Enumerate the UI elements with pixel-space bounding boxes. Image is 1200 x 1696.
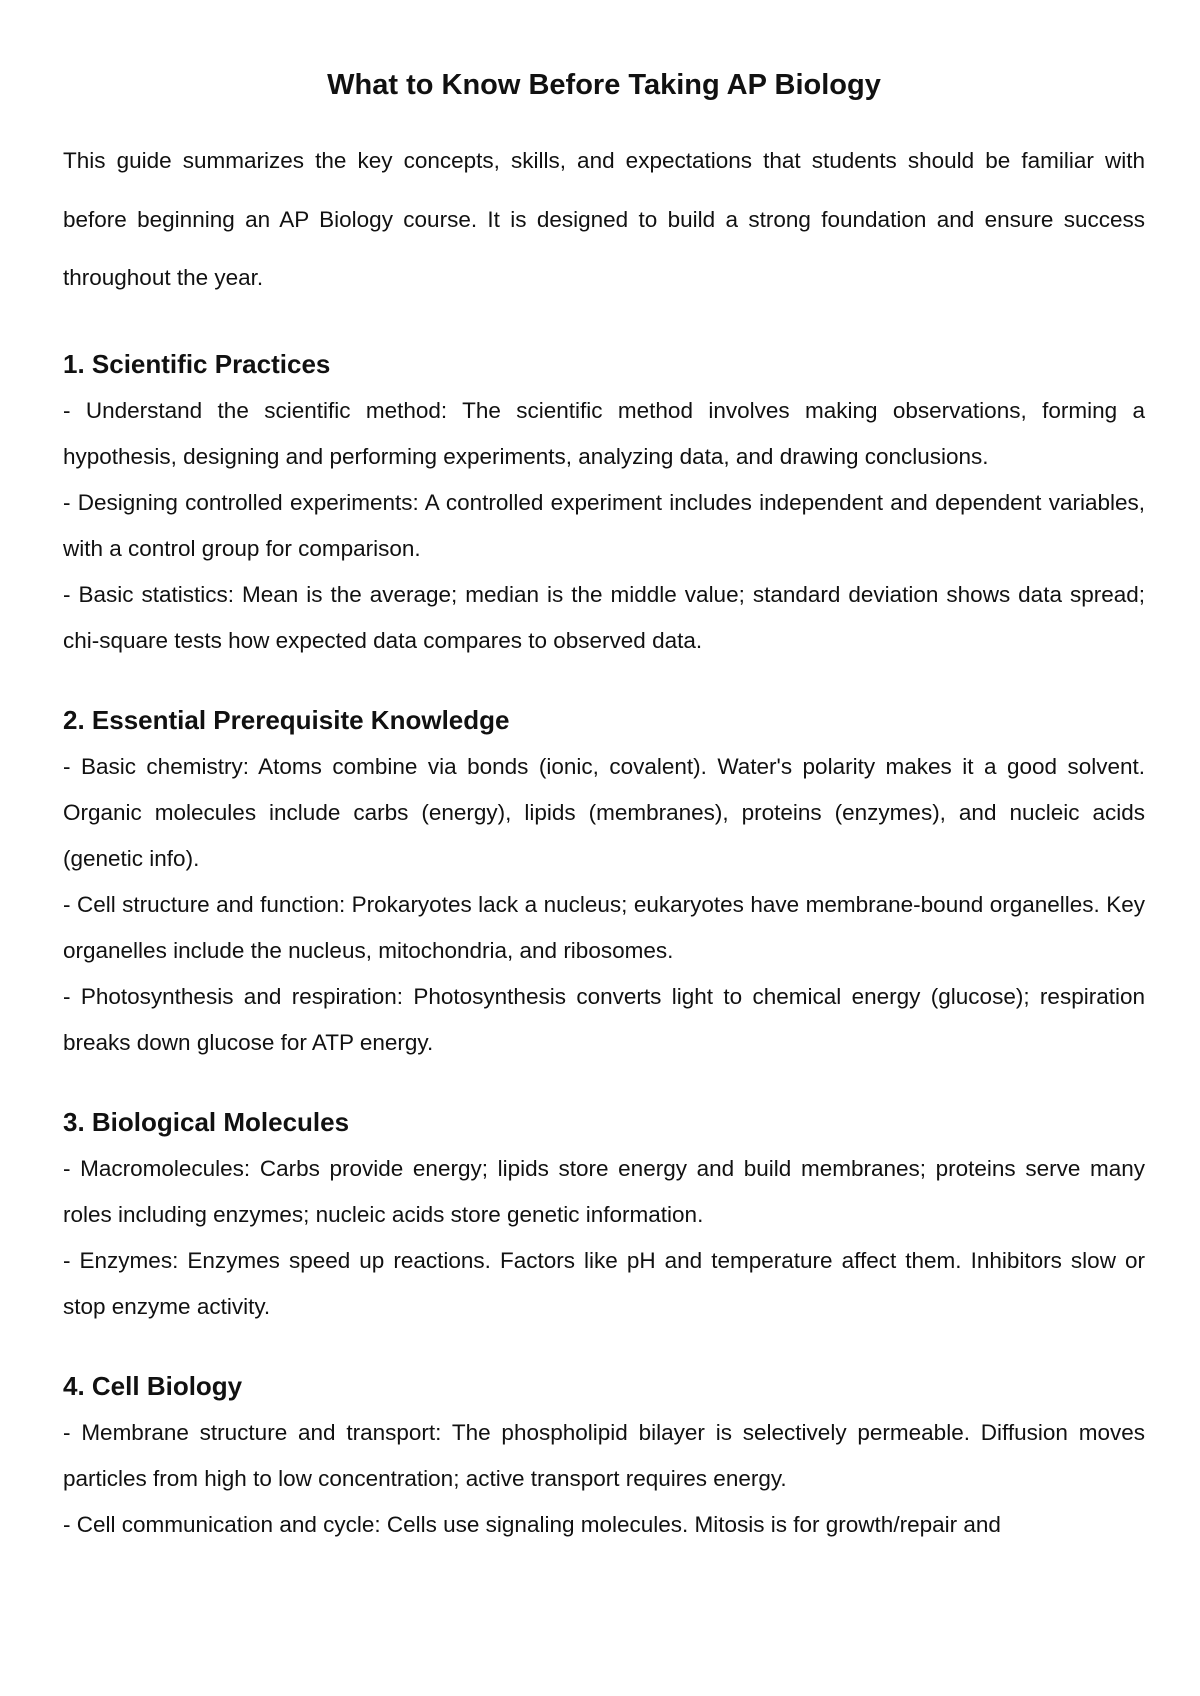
bullet-item: - Designing controlled experiments: A controlled experiment includes independent and dependent variables, with a control group for comparison. <box>63 489 1145 561</box>
bullet-item: - Cell communication and cycle: Cells use signaling molecules. Mitosis is for growth/repair and <box>63 1511 1001 1537</box>
section-heading: 3. Biological Molecules <box>63 1106 350 1137</box>
bullet-item: - Photosynthesis and respiration: Photosynthesis converts light to chemical energy (glucose); respiration breaks down glucose for ATP energy. <box>63 983 1145 1055</box>
bullet-item: - Cell structure and function: Prokaryotes lack a nucleus; eukaryotes have membrane-bound organelles. Key organelles include the nucleus, mitochondria, and ribosomes. <box>63 891 1145 963</box>
bullet-item: - Understand the scientific method: The scientific method involves making observations, forming a hypothesis, designing and performing experiments, analyzing data, and drawing conclusions. <box>63 397 1145 469</box>
section-scientific-practices <box>63 340 1145 664</box>
bullet-item: - Enzymes: Enzymes speed up reactions. Factors like pH and temperature affect them. Inhibitors slow or stop enzyme activity. <box>63 1247 1145 1319</box>
section-heading: 4. Cell Biology <box>63 1370 243 1401</box>
section-heading: 2. Essential Prerequisite Knowledge <box>63 704 510 735</box>
document-page <box>63 58 1145 1548</box>
section-biological-molecules <box>63 1098 1145 1330</box>
intro-paragraph: This guide summarizes the key concepts, skills, and expectations that students should be familiar with before beginning an AP Biology course. It is designed to build a strong foundation and ensure success throughout the year. <box>63 148 1145 290</box>
section-heading: 1. Scientific Practices <box>63 348 331 379</box>
page-title: What to Know Before Taking AP Biology <box>327 69 881 101</box>
bullet-item: - Macromolecules: Carbs provide energy; lipids store energy and build membranes; proteins serve many roles including enzymes; nucleic acids store genetic information. <box>63 1155 1145 1227</box>
bullet-item: - Basic statistics: Mean is the average; median is the middle value; standard deviation shows data spread; chi-square tests how expected data compares to observed data. <box>63 581 1145 653</box>
bullet-item: - Membrane structure and transport: The phospholipid bilayer is selectively permeable. Diffusion moves particles from high to low concentration; active transport requires energy. <box>63 1419 1145 1491</box>
section-cell-biology <box>63 1362 1145 1548</box>
section-prerequisite-knowledge <box>63 696 1145 1066</box>
bullet-item: - Basic chemistry: Atoms combine via bonds (ionic, covalent). Water's polarity makes it a good solvent. Organic molecules include carbs (energy), lipids (membranes), proteins (enzymes), and nucleic acids (genetic info). <box>63 753 1145 871</box>
